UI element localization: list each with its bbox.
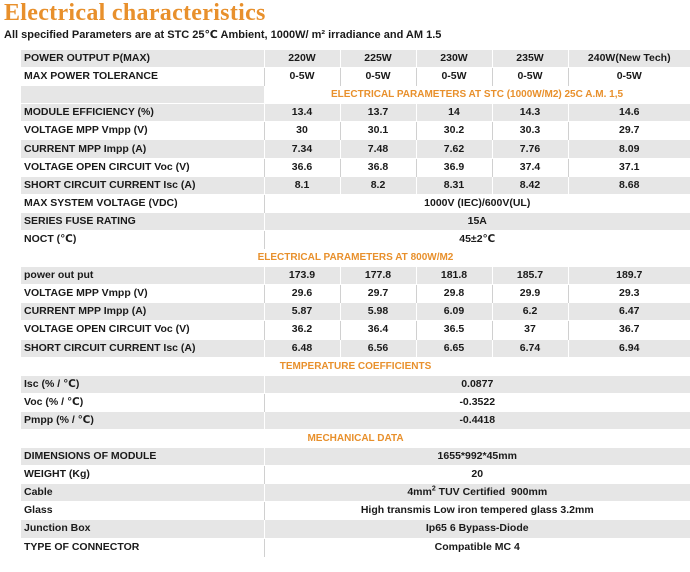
cell-value: 13.7 xyxy=(340,104,416,122)
row-label: CURRENT MPP Impp (A) xyxy=(21,303,264,321)
table-row xyxy=(21,285,690,303)
cell-value: 36.8 xyxy=(340,158,416,176)
page-subtitle: All specified Parameters are at STC 25℃ Ambient, 1000W/ m² irradiance and AM 1.5 xyxy=(4,29,442,41)
cell-value: 37.4 xyxy=(492,158,568,176)
section-header-stc xyxy=(21,86,690,104)
cell-value: 36.9 xyxy=(416,158,492,176)
section-title: TEMPERATURE COEFFICIENTS xyxy=(21,357,690,375)
cable-desc: TUV Certified 900mm xyxy=(435,486,548,499)
cell-value: 37 xyxy=(492,321,568,339)
row-label: SERIES FUSE RATING xyxy=(21,212,264,230)
row-label: VOLTAGE OPEN CIRCUIT Voc (V) xyxy=(21,321,264,339)
table-row xyxy=(21,176,690,194)
cell-value: 20 xyxy=(264,466,690,484)
cell-value: 7.76 xyxy=(492,140,568,158)
cell-value: 230W xyxy=(416,50,492,68)
table-row xyxy=(21,484,690,502)
table-row xyxy=(21,466,690,484)
cell-value: 14.6 xyxy=(568,104,690,122)
section-title: ELECTRICAL PARAMETERS AT STC (1000W/M2) 25C A.M. 1,5 xyxy=(264,86,690,104)
cell-value: 13.4 xyxy=(264,104,340,122)
table-row xyxy=(21,303,690,321)
row-label: MAX POWER TOLERANCE xyxy=(21,68,264,86)
row-label: Cable xyxy=(21,484,264,502)
table-row xyxy=(21,411,690,429)
row-label: SHORT CIRCUIT CURRENT Isc (A) xyxy=(21,339,264,357)
cell-value: 220W xyxy=(264,50,340,68)
row-label: POWER OUTPUT P(MAX) xyxy=(21,50,264,68)
cell-value: 29.8 xyxy=(416,285,492,303)
spec-table xyxy=(21,50,690,557)
cell-value: 185.7 xyxy=(492,267,568,285)
cell-value: 6.09 xyxy=(416,303,492,321)
cell-value: 181.8 xyxy=(416,267,492,285)
table-row xyxy=(21,140,690,158)
cable-size-exponent: 2 xyxy=(431,485,436,493)
cell-value: 8.42 xyxy=(492,176,568,194)
cell-value: 235W xyxy=(492,50,568,68)
cell-value: 8.31 xyxy=(416,176,492,194)
cell-value: 173.9 xyxy=(264,267,340,285)
table-row xyxy=(21,538,690,556)
cell-value: 0-5W xyxy=(568,68,690,86)
row-label: power out put xyxy=(21,267,264,285)
cell-value: -0.4418 xyxy=(264,411,690,429)
cell-value: 8.2 xyxy=(340,176,416,194)
cell-value: 36.2 xyxy=(264,321,340,339)
row-label: NOCT (℃) xyxy=(21,230,264,248)
table-row xyxy=(21,520,690,538)
cell-value: 45±2℃ xyxy=(264,230,690,248)
cell-value: -0.3522 xyxy=(264,393,690,411)
cell-value: 29.3 xyxy=(568,285,690,303)
section-title: MECHANICAL DATA xyxy=(21,429,690,447)
cell-value: 30.1 xyxy=(340,122,416,140)
cell-value: 5.98 xyxy=(340,303,416,321)
cell-value: 14.3 xyxy=(492,104,568,122)
cell-value xyxy=(264,484,690,502)
section-header-800w xyxy=(21,249,690,267)
table-row xyxy=(21,375,690,393)
cell-value: 29.9 xyxy=(492,285,568,303)
section-header-temp xyxy=(21,357,690,375)
cell-value: 29.6 xyxy=(264,285,340,303)
cell-value: 7.48 xyxy=(340,140,416,158)
cell-value: 6.2 xyxy=(492,303,568,321)
cell-value: 15A xyxy=(264,212,690,230)
cell-value: 36.4 xyxy=(340,321,416,339)
table-row xyxy=(21,68,690,86)
table-row xyxy=(21,50,690,68)
cell-value: Ip65 6 Bypass-Diode xyxy=(264,520,690,538)
row-label: VOLTAGE MPP Vmpp (V) xyxy=(21,285,264,303)
cell-value: 6.56 xyxy=(340,339,416,357)
cell-value: 36.6 xyxy=(264,158,340,176)
cell-value: 30.2 xyxy=(416,122,492,140)
row-label: VOLTAGE MPP Vmpp (V) xyxy=(21,122,264,140)
row-label: Voc (% / ℃) xyxy=(21,393,264,411)
row-label: Isc (% / ℃) xyxy=(21,375,264,393)
cell-value: 30 xyxy=(264,122,340,140)
table-row xyxy=(21,194,690,212)
row-label: CURRENT MPP Impp (A) xyxy=(21,140,264,158)
cell-value: 6.74 xyxy=(492,339,568,357)
row-label: WEIGHT (Kg) xyxy=(21,466,264,484)
table-row xyxy=(21,158,690,176)
cell-value: 29.7 xyxy=(568,122,690,140)
cell-value: 1655*992*45mm xyxy=(264,448,690,466)
cell-value: 8.1 xyxy=(264,176,340,194)
cable-size: 4mm xyxy=(407,486,432,499)
table-row xyxy=(21,122,690,140)
cell-value: 8.68 xyxy=(568,176,690,194)
cell-value: 0-5W xyxy=(416,68,492,86)
row-label: SHORT CIRCUIT CURRENT Isc (A) xyxy=(21,176,264,194)
cell-value: High transmis Low iron tempered glass 3.2mm xyxy=(264,502,690,520)
cell-value: 0-5W xyxy=(340,68,416,86)
cell-value: 177.8 xyxy=(340,267,416,285)
section-header-mech xyxy=(21,429,690,447)
cell-value: 37.1 xyxy=(568,158,690,176)
cell-value: 189.7 xyxy=(568,267,690,285)
row-label: TYPE OF CONNECTOR xyxy=(21,538,264,556)
cell-value: 29.7 xyxy=(340,285,416,303)
cell-value: 36.7 xyxy=(568,321,690,339)
cell-value: Compatible MC 4 xyxy=(264,538,690,556)
cell-value: 0-5W xyxy=(492,68,568,86)
page-title: Electrical characteristics xyxy=(4,0,266,26)
cell-value: 7.34 xyxy=(264,140,340,158)
table-row xyxy=(21,339,690,357)
row-label: Glass xyxy=(21,502,264,520)
cell-value: 6.94 xyxy=(568,339,690,357)
row-label: DIMENSIONS OF MODULE xyxy=(21,448,264,466)
row-label: MAX SYSTEM VOLTAGE (VDC) xyxy=(21,194,264,212)
cell-value: 6.47 xyxy=(568,303,690,321)
table-row xyxy=(21,321,690,339)
row-label: Pmpp (% / ℃) xyxy=(21,411,264,429)
cell-value: 7.62 xyxy=(416,140,492,158)
cell-value: 225W xyxy=(340,50,416,68)
table-row xyxy=(21,212,690,230)
cell-value: 240W(New Tech) xyxy=(568,50,690,68)
cell-value: 6.48 xyxy=(264,339,340,357)
cell-value: 8.09 xyxy=(568,140,690,158)
table-row xyxy=(21,104,690,122)
table-row xyxy=(21,448,690,466)
table-row xyxy=(21,267,690,285)
cell-value: 5.87 xyxy=(264,303,340,321)
cell-value: 0.0877 xyxy=(264,375,690,393)
row-label: Junction Box xyxy=(21,520,264,538)
section-title: ELECTRICAL PARAMETERS AT 800W/M2 xyxy=(21,249,690,267)
table-row xyxy=(21,393,690,411)
row-label: MODULE EFFICIENCY (%) xyxy=(21,104,264,122)
table-row xyxy=(21,502,690,520)
cell-value: 6.65 xyxy=(416,339,492,357)
cell-value: 30.3 xyxy=(492,122,568,140)
cell-value: 1000V (IEC)/600V(UL) xyxy=(264,194,690,212)
cell-value: 14 xyxy=(416,104,492,122)
table-row xyxy=(21,230,690,248)
cell-value: 0-5W xyxy=(264,68,340,86)
cell-value: 36.5 xyxy=(416,321,492,339)
row-label: VOLTAGE OPEN CIRCUIT Voc (V) xyxy=(21,158,264,176)
